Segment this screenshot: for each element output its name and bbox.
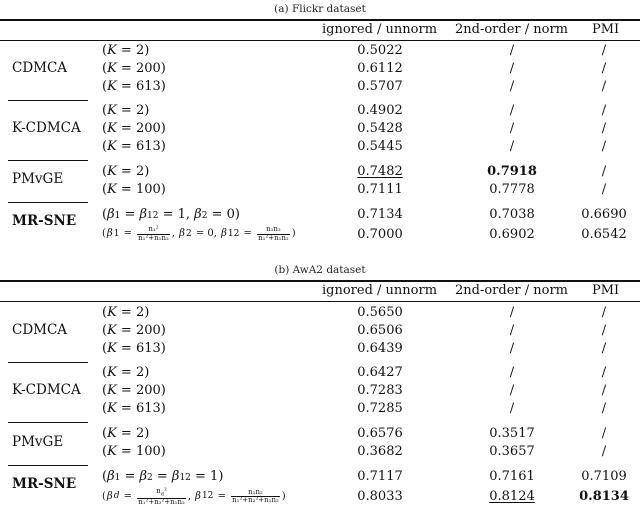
table-b-header-ignored: ignored / unnorm — [322, 283, 438, 298]
table-b-cell: 0.6439 — [357, 341, 403, 356]
table-a-cell: / — [509, 103, 515, 118]
table-b-cell: 0.7285 — [357, 401, 403, 416]
table-a-cell: 0.5707 — [357, 79, 403, 94]
table-a-setting: (K = 613) — [102, 139, 166, 154]
table-a-cell: / — [509, 139, 515, 154]
table-b-cell: 0.3657 — [489, 444, 535, 459]
table-a-cell: 0.5428 — [357, 121, 403, 136]
table-a-cell: / — [601, 43, 607, 58]
table-b-cell: / — [601, 341, 607, 356]
table-b-top-rule — [0, 280, 640, 282]
table-a-method-pmvge: PMvGE — [12, 171, 64, 187]
table-a-cell: / — [509, 43, 515, 58]
table-b-cell: 0.8033 — [357, 489, 403, 504]
table-a-group-divider — [8, 160, 88, 161]
table-a-cell: 0.4902 — [357, 103, 403, 118]
table-b-cell: 0.6427 — [357, 365, 403, 380]
table-a-cell: / — [601, 121, 607, 136]
table-b-group-divider — [8, 422, 88, 423]
table-a-caption: (a) Flickr dataset — [274, 3, 366, 15]
table-b-cell: / — [509, 341, 515, 356]
table-b-cell: 0.7283 — [357, 383, 403, 398]
table-b-method-k-cdmca: K-CDMCA — [12, 382, 81, 398]
table-b-cell: / — [601, 401, 607, 416]
table-a-cell-best: 0.7918 — [487, 164, 537, 179]
table-a-cell: 0.5022 — [357, 43, 403, 58]
table-a-group-divider — [8, 202, 88, 203]
table-b-header-2nd-order: 2nd-order / norm — [455, 283, 569, 298]
table-b-group-divider — [8, 465, 88, 466]
table-a-cell: 0.7778 — [489, 182, 535, 197]
table-b-setting: (K = 200) — [102, 383, 166, 398]
table-a-cell: 0.7111 — [357, 182, 403, 197]
table-b-cell: / — [601, 305, 607, 320]
table-b-cell: / — [601, 444, 607, 459]
table-a-method-mr-sne: MR-SNE — [12, 213, 77, 229]
table-b-cell: / — [509, 401, 515, 416]
table-b-cell: / — [509, 383, 515, 398]
table-a-cell: / — [601, 79, 607, 94]
table-b-caption: (b) AwA2 dataset — [274, 264, 366, 276]
table-a-cell-second-best: 0.7482 — [357, 164, 403, 179]
table-b-group-divider — [8, 362, 88, 363]
table-a-setting: (K = 2) — [102, 164, 150, 179]
table-a-cell: 0.6112 — [357, 61, 403, 76]
table-b-cell: / — [601, 383, 607, 398]
table-b-cell: / — [601, 323, 607, 338]
table-a-cell: 0.7000 — [357, 227, 403, 242]
table-b-method-mr-sne: MR-SNE — [12, 476, 77, 492]
table-b-cell-best: 0.8134 — [579, 489, 629, 504]
table-b-header-rule — [0, 301, 640, 302]
table-a-header-pmi: PMI — [592, 22, 620, 37]
table-b-setting: (K = 613) — [102, 341, 166, 356]
table-a-setting: (K = 2) — [102, 43, 150, 58]
table-b-cell-second-best: 0.8124 — [489, 489, 535, 504]
table-a-setting: (β1 = β12 = 1, β2 = 0) — [102, 207, 240, 222]
table-a-cell: 0.7038 — [489, 207, 535, 222]
table-b-cell: / — [601, 365, 607, 380]
table-a-cell: / — [509, 79, 515, 94]
table-b-setting: (K = 2) — [102, 426, 150, 441]
table-a-header-ignored: ignored / unnorm — [322, 22, 438, 37]
table-a-setting-formula: ( β 1 = $\frac{\text{n₁²}}{\text{n₁²+n₁n₂}}$ , β 2 = 0, β 12 = $\frac{\text{n₁n₂}}{\text{n₁²+n₁n₂}}$ ) — [102, 225, 296, 242]
table-a-cell: 0.7134 — [357, 207, 403, 222]
table-a-cell: / — [601, 61, 607, 76]
table-a-method-k-cdmca: K-CDMCA — [12, 120, 81, 136]
table-a-top-rule — [0, 19, 640, 21]
table-a-cell: 0.6542 — [581, 227, 627, 242]
table-b-setting: (β1 = β2 = β12 = 1) — [102, 469, 224, 484]
table-b-cell: 0.5650 — [357, 305, 403, 320]
table-b-cell: 0.7161 — [489, 469, 535, 484]
table-b-header-pmi: PMI — [592, 283, 620, 298]
table-b-setting-formula: ( β d = $\frac{n_d^2}{\text{n₁²+n₂²+n₁n₂}}$ , β 12 = $\frac{\text{n₁n₂}}{\text{n₁²+n₂²+n₁n₂}}$ ) — [102, 487, 286, 506]
table-a-cell: / — [509, 61, 515, 76]
table-b-method-pmvge: PMvGE — [12, 434, 64, 450]
table-b-setting: (K = 613) — [102, 401, 166, 416]
table-b-setting: (K = 2) — [102, 365, 150, 380]
table-a-setting: (K = 613) — [102, 79, 166, 94]
table-a-cell: / — [601, 103, 607, 118]
table-a-cell: / — [601, 164, 607, 179]
table-b-cell: 0.3682 — [357, 444, 403, 459]
table-a-cell: 0.5445 — [357, 139, 403, 154]
table-b-setting: (K = 200) — [102, 323, 166, 338]
table-b-method-cdmca: CDMCA — [12, 322, 68, 338]
table-b-cell: / — [509, 365, 515, 380]
table-b-cell: / — [509, 323, 515, 338]
table-b-cell: 0.3517 — [489, 426, 535, 441]
table-a-cell: 0.6902 — [489, 227, 535, 242]
table-b-cell: 0.7109 — [581, 469, 627, 484]
table-a-cell: / — [601, 182, 607, 197]
table-a-setting: (K = 200) — [102, 61, 166, 76]
table-a-cell: / — [601, 139, 607, 154]
table-b-cell: / — [601, 426, 607, 441]
table-a-method-cdmca: CDMCA — [12, 60, 68, 76]
table-a-header-2nd-order: 2nd-order / norm — [455, 22, 569, 37]
table-b-cell: 0.7117 — [357, 469, 403, 484]
table-b-setting: (K = 2) — [102, 305, 150, 320]
table-b-cell: 0.6576 — [357, 426, 403, 441]
table-b-cell: 0.6506 — [357, 323, 403, 338]
table-a-cell: / — [509, 121, 515, 136]
table-a-setting: (K = 200) — [102, 121, 166, 136]
table-a-setting: (K = 2) — [102, 103, 150, 118]
table-b-cell: / — [509, 305, 515, 320]
table-a-header-rule — [0, 40, 640, 41]
table-a-cell: 0.6690 — [581, 207, 627, 222]
table-b-setting: (K = 100) — [102, 444, 166, 459]
table-a-setting: (K = 100) — [102, 182, 166, 197]
table-a-group-divider — [8, 100, 88, 101]
